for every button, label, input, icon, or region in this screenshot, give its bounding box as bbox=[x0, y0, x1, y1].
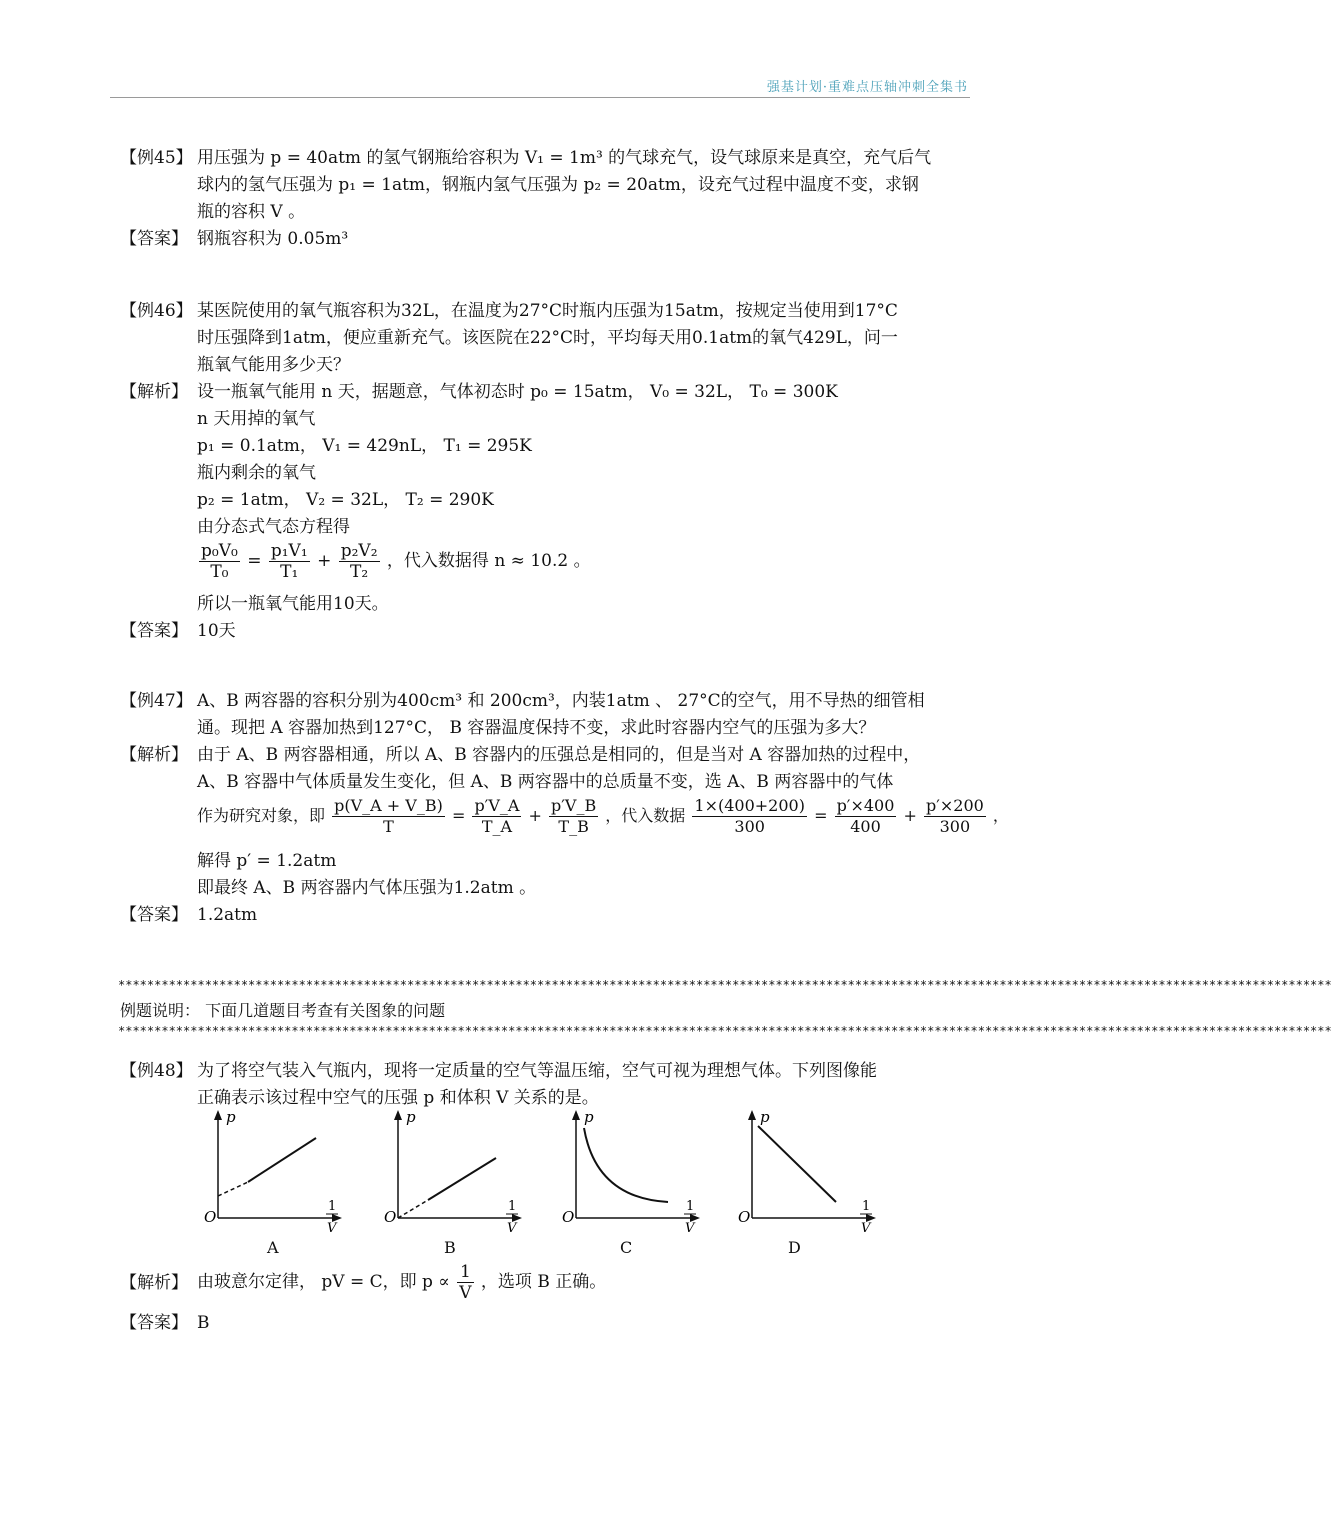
x-axis-num: 1 bbox=[686, 1199, 695, 1214]
x-axis-den: V bbox=[327, 1221, 337, 1236]
question-line: 通。现把 A 容器加热到127°C， B 容器温度保持不变，求此时容器内空气的压强为多大？ bbox=[197, 718, 876, 738]
fraction: $\frac{p'\times 400}{400}$ bbox=[836, 796, 895, 836]
solution-line: p₂ = 1atm， V₂ = 32L， T₂ = 290K bbox=[197, 490, 494, 510]
x-axis-den: V bbox=[861, 1221, 871, 1236]
page-header-title: 强基计划·重难点压轴冲刺全集书 bbox=[766, 80, 968, 95]
solution-line: 设一瓶氧气能用 n 天，据题意，气体初态时 p₀ = 15atm， V₀ = 32L， T₀ = 300K bbox=[197, 382, 838, 402]
graph-label-b: B bbox=[444, 1238, 456, 1257]
fraction: $\frac{p'\times 200}{300}$ bbox=[925, 796, 984, 836]
question-line: 为了将空气装入气瓶内，现将一定质量的空气等温压缩，空气可视为理想气体。下列图像能 bbox=[197, 1061, 877, 1081]
question-line: 瓶的容积 V 。 bbox=[197, 202, 306, 222]
origin-label: O bbox=[562, 1208, 575, 1226]
solution-tag: 【解析】 bbox=[120, 745, 188, 765]
formula-line: 作为研究对象，即 $\frac{p(V\_A + V\_B)}{T}$ = $\frac{p'V\_A}{T\_A}$ + $\frac{p'V\_B}{T\_B}$ ，代入数据 $\frac{1\times(400+200)}{300}$ = $\frac{p'\times 400}{400}$ + $\frac{p'\times 200}{300}$ ， bbox=[197, 796, 1009, 836]
question-line: 时压强降到1atm，便应重新充气。该医院在22°C时，平均每天用0.1atm的氧气429L，问一 bbox=[197, 328, 898, 348]
divider-note: 例题说明： 下面几道题目考查有关图象的问题 bbox=[120, 1001, 446, 1020]
question-line: 球内的氢气压强为 p₁ = 1atm，钢瓶内氢气压强为 p₂ = 20atm，设充气过程中温度不变，求钢 bbox=[197, 175, 919, 195]
y-axis-label: p bbox=[584, 1108, 594, 1126]
x-axis-den: V bbox=[685, 1221, 695, 1236]
graph-option-d bbox=[734, 1108, 884, 1258]
example-tag: 【例46】 bbox=[120, 301, 193, 321]
star-divider: ************************************************************************************************************************************************************************ bbox=[118, 978, 1332, 992]
solution-line: n 天用掉的氧气 bbox=[197, 409, 316, 429]
fraction: $\frac{p'V\_B}{T\_B}$ bbox=[551, 796, 597, 836]
question-line: 用压强为 p = 40atm 的氢气钢瓶给容积为 V₁ = 1m³ 的气球充气，设气球原来是真空，充气后气 bbox=[197, 148, 932, 168]
example-48-solution bbox=[120, 1262, 965, 1337]
graph-option-a bbox=[200, 1108, 350, 1258]
answer-tag: 【答案】 bbox=[120, 1313, 188, 1333]
solution-line: 由玻意尔定律， pV = C，即 p ∝ $\frac{1}{V}$ ，选项 B 正确。 bbox=[197, 1262, 607, 1303]
answer-tag: 【答案】 bbox=[120, 229, 188, 249]
fraction: $\frac{1}{V}$ bbox=[459, 1262, 472, 1303]
answer-tag: 【答案】 bbox=[120, 905, 188, 925]
solution-tag: 【解析】 bbox=[120, 1273, 188, 1293]
solution-line: 解得 p′ = 1.2atm bbox=[197, 851, 337, 871]
fraction: $\frac{\text{p₂V₂}}{\text{T₂}}$ bbox=[340, 541, 378, 582]
origin-label: O bbox=[204, 1208, 217, 1226]
question-line: A、B 两容器的容积分别为400cm³ 和 200cm³，内装1atm 、 27°C的空气，用不导热的细管相 bbox=[197, 691, 925, 711]
example-46 bbox=[120, 298, 965, 645]
example-48 bbox=[120, 1058, 965, 1112]
x-axis-num: 1 bbox=[862, 1199, 871, 1214]
x-axis-num: 1 bbox=[328, 1199, 337, 1214]
answer-tag: 【答案】 bbox=[120, 621, 188, 641]
answer-text: 1.2atm bbox=[197, 905, 258, 925]
fraction: $\frac{\text{p₀V₀}}{\text{T₀}}$ bbox=[201, 541, 238, 582]
solution-line: A、B 容器中气体质量发生变化，但 A、B 两容器中的总质量不变，选 A、B 两容器中的气体 bbox=[197, 772, 894, 792]
fraction: $\frac{p(V\_A + V\_B)}{T}$ bbox=[334, 796, 443, 836]
y-axis-label: p bbox=[226, 1108, 236, 1126]
example-tag: 【例45】 bbox=[120, 148, 193, 168]
origin-label: O bbox=[738, 1208, 751, 1226]
answer-text: B bbox=[197, 1313, 210, 1333]
solution-line: 由分态式气态方程得 bbox=[197, 517, 350, 537]
solution-line: 由于 A、B 两容器相通，所以 A、B 容器内的压强总是相同的，但是当对 A 容器加热的过程中， bbox=[197, 745, 921, 765]
example-47 bbox=[120, 688, 1009, 929]
graph-label-a: A bbox=[267, 1238, 279, 1257]
solution-line: 即最终 A、B 两容器内气体压强为1.2atm 。 bbox=[197, 878, 537, 898]
fraction: $\frac{1\times(400+200)}{300}$ bbox=[694, 796, 805, 836]
origin-label: O bbox=[384, 1208, 397, 1226]
question-line: 正确表示该过程中空气的压强 p 和体积 V 关系的是。 bbox=[197, 1088, 599, 1108]
graph-option-b bbox=[380, 1108, 530, 1258]
example-45 bbox=[120, 145, 965, 253]
graph-label-c: C bbox=[620, 1238, 633, 1257]
star-divider: ************************************************************************************************************************************************************************ bbox=[118, 1024, 1332, 1038]
question-line: 某医院使用的氧气瓶容积为32L，在温度为27°C时瓶内压强为15atm，按规定当使用到17°C bbox=[197, 301, 898, 321]
solution-line: p₁ = 0.1atm， V₁ = 429nL， T₁ = 295K bbox=[197, 436, 532, 456]
answer-text: 钢瓶容积为 0.05m³ bbox=[197, 229, 349, 249]
header-rule bbox=[110, 97, 970, 98]
answer-text: 10天 bbox=[197, 621, 236, 641]
solution-line: 所以一瓶氧气能用10天。 bbox=[197, 594, 389, 614]
solution-tag: 【解析】 bbox=[120, 382, 188, 402]
question-line: 瓶氧气能用多少天？ bbox=[197, 355, 350, 375]
example-tag: 【例47】 bbox=[120, 691, 193, 711]
fraction: $\frac{\text{p₁V₁}}{\text{T₁}}$ bbox=[270, 541, 308, 582]
example-tag: 【例48】 bbox=[120, 1061, 193, 1081]
graph-label-d: D bbox=[788, 1238, 801, 1257]
y-axis-label: p bbox=[406, 1108, 416, 1126]
y-axis-label: p bbox=[760, 1108, 770, 1126]
graph-option-c bbox=[558, 1108, 708, 1258]
formula-line: $\frac{\text{p₀V₀}}{\text{T₀}}$ = $\frac{\text{p₁V₁}}{\text{T₁}}$ + $\frac{\text{p₂V₂}}{\text{T₂}}$ ，代入数据得 n ≈ 10.2 。 bbox=[201, 541, 591, 582]
solution-line: 瓶内剩余的氧气 bbox=[197, 463, 316, 483]
fraction: $\frac{p'V\_A}{T\_A}$ bbox=[474, 796, 520, 836]
x-axis-den: V bbox=[507, 1221, 517, 1236]
x-axis-num: 1 bbox=[508, 1199, 517, 1214]
